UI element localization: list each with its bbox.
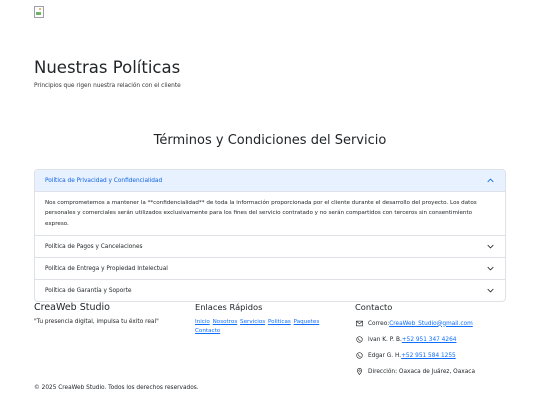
accordion-header-payments[interactable] [35,236,505,257]
page-title: Nuestras Políticas [34,58,181,77]
accordion-header-delivery[interactable] [35,258,505,279]
accordion-item-payments [35,235,505,257]
contact-email-link[interactable]: CreaWeb_Studio@gmail.com [389,320,473,327]
footer-links-title: Enlaces Rápidos [195,302,263,312]
accordion-item-warranty [35,279,505,301]
footer-links-list [195,318,335,336]
contact-phone2-row [355,351,475,360]
footer-brand-name: CreaWeb Studio [34,302,110,313]
chevron-down-icon [485,264,495,274]
policies-accordion [34,169,506,302]
accordion-header-label: Política de Privacidad y Confidencialidad [45,177,163,184]
chevron-up-icon [485,176,495,186]
footer-link-contacto[interactable]: Contacto [195,328,221,334]
accordion-header-label: Política de Pagos y Cancelaciones [45,243,143,250]
footer-links [195,302,335,336]
section-title: Términos y Condiciones del Servicio [153,133,387,148]
accordion-header-privacy[interactable] [35,170,505,192]
accordion-item-privacy [35,170,505,235]
footer-brand [34,302,159,325]
accordion-item-delivery [35,257,505,279]
accordion-header-warranty[interactable] [35,280,505,301]
location-pin-icon [355,368,363,376]
footer-contact-title: Contacto [355,302,393,312]
contact-phone1-row [355,335,475,344]
contact-address: Dirección: Oaxaca de Juárez, Oaxaca [368,368,475,375]
footer-brand-tagline: "Tu presencia digital, impulsa tu éxito real" [34,319,159,325]
accordion-header-label: Política de Entrega y Propiedad Intelectual [45,265,168,272]
footer-link-nosotros[interactable]: Nosotros [212,319,238,325]
page-subtitle: Principios que rigen nuestra relación con el cliente [34,83,181,89]
whatsapp-icon [355,352,363,360]
contact-email-label: Correo: [368,320,390,327]
accordion-header-label: Política de Garantía y Soporte [45,287,132,294]
contact-phone1-link[interactable]: +52 951 347 4264 [401,336,457,343]
contact-phone2-link[interactable]: +52 951 584 1255 [401,352,456,359]
contact-address-row [355,367,475,376]
chevron-down-icon [485,242,495,252]
footer-link-politicas[interactable]: Politicas [267,319,291,325]
footer-link-inicio[interactable]: Inicio [195,319,210,325]
chevron-down-icon [485,286,495,296]
whatsapp-icon [355,336,363,344]
footer-contact [355,302,475,376]
contact-email-row [355,319,475,328]
copyright-text: © 2025 CreaWeb Studio. Todos los derechos reservados. [34,385,199,391]
broken-image-icon [34,6,44,18]
footer-link-paquetes[interactable]: Paquetes [293,319,320,325]
accordion-body-privacy: Nos comprometemos a mantener la **confidencialidad** de toda la información proporcionada por el cliente durante el desarrollo del proyecto. Los datos personales y comerciales serán utilizados exclusivamente para los fines del servicio contratado y no serán compartidos con terceros sin consentimiento expreso. [45,200,477,227]
contact-phone2-name: Edgar G. H. [368,352,402,359]
contact-phone1-name: Ivan K. P. B. [368,336,402,343]
envelope-icon [355,320,363,328]
footer-link-servicios[interactable]: Servicios [240,319,266,325]
